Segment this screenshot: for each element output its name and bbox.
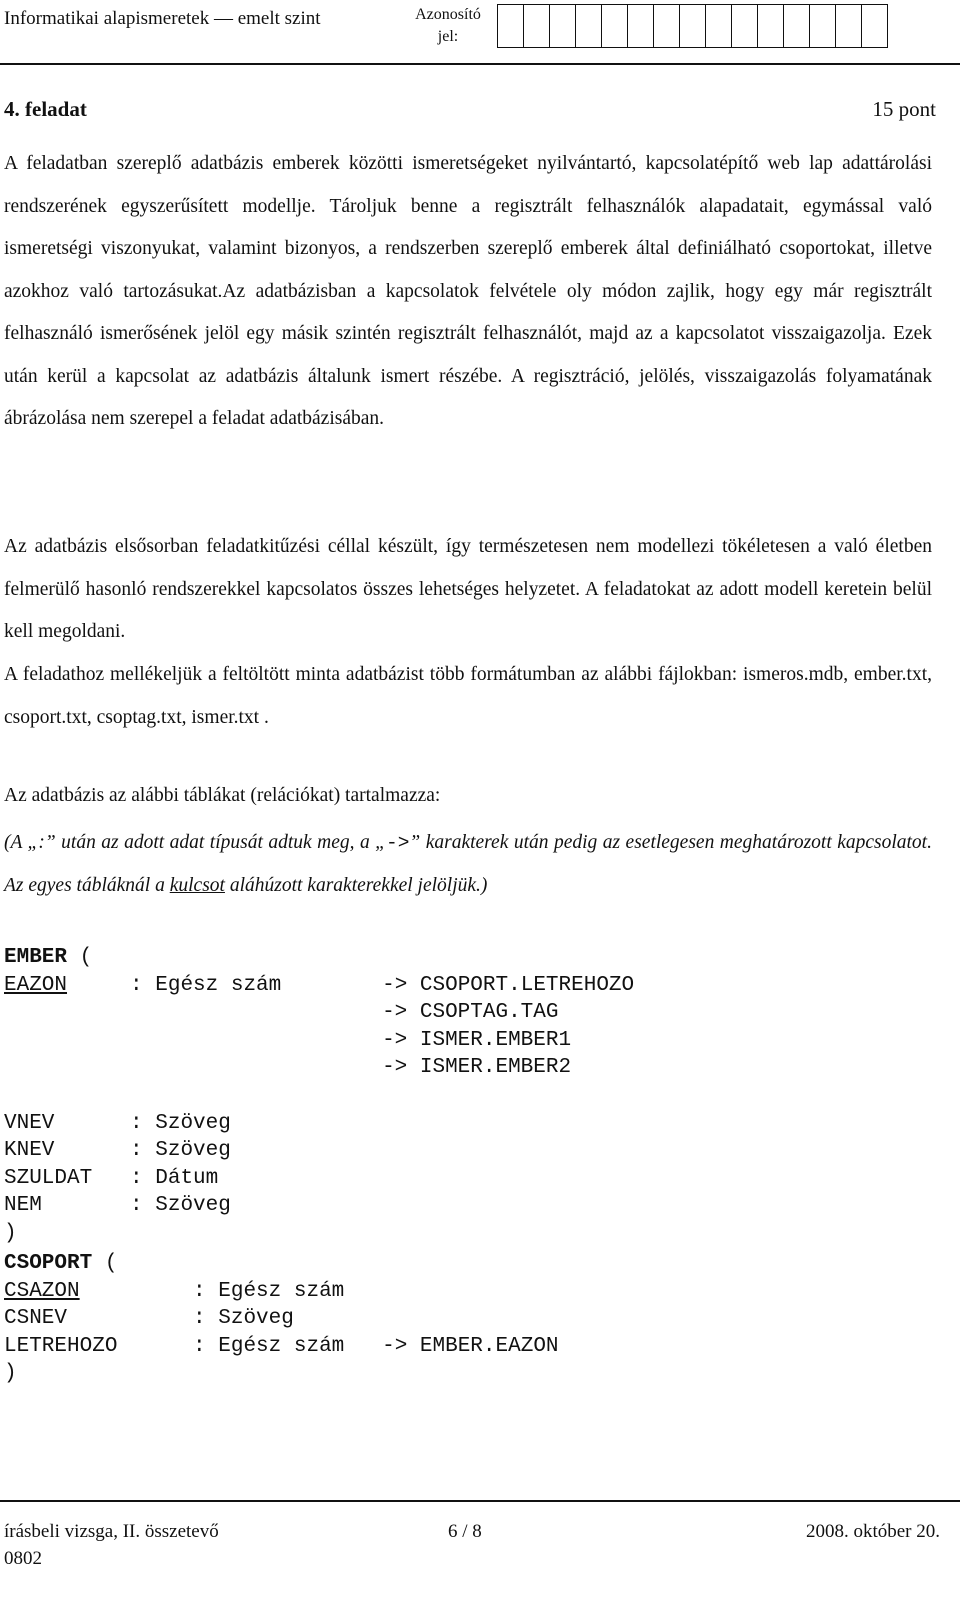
close-paren: ) [4,1362,17,1386]
notation-key-word: kulcsot [169,874,225,896]
id-box [757,4,784,48]
field-type: : Szöveg [130,1111,231,1135]
field-row [4,1305,559,1333]
notation-part1: (A „:” után az adott adat típusát adtuk meg, a „ [4,832,386,853]
id-box [835,4,862,48]
schema-close-line [4,1360,559,1388]
field-ref-row [4,999,634,1027]
field-name: LETREHOZO [4,1334,118,1358]
notation-part2: ” karakterek után pedig az esetlegesen meghatározott kapcsolatot. Az egyes tábláknál a [4,832,932,896]
field-row [4,972,634,1000]
header-title: Informatikai alapismeretek — emelt szint [4,8,321,29]
field-type: : Egész szám [193,1334,345,1358]
header-rule [0,63,960,65]
field-ref-row [4,1027,634,1055]
field-name: CSAZON [4,1279,80,1303]
open-paren: ( [92,1252,118,1275]
field-ref: -> CSOPTAG.TAG [382,1001,559,1025]
intro-paragraph: A feladatban szereplő adatbázis emberek közötti ismeretségeket nyilvántartó, kapcsolatépítő web lap adattárolási rendszerének egyszerűsített modellje. Tároljuk benne a regisztrált felhasználók alapadatait, egymással való ismeretségi viszonyukat, valamint bizonyos, a rendszerben szereplő emberek által definiálható csoportokat, illetve azokhoz való tartozásukat.Az adatbázisban a kapcsolatok felvétele oly módon zajlik, hogy egy már regisztrált felhasználó ismerősének jelöl egy másik szintén regisztrált felhasználót, majd az a kapcsolatot visszaigazolja. Ezek után kerül a kapcsolat az adatbázis általunk ismert részébe. A regisztráció, jelölés, visszaigazolás folyamatának ábrázolása nem szerepel a feladat adatbázisában. [4,153,932,429]
id-box [601,4,628,48]
field-type: : Egész szám [193,1279,345,1303]
task-points: 15 pont [872,97,936,121]
schema-header-line [4,944,634,972]
field-name: NEM [4,1194,42,1218]
field-ref: -> CSOPORT.LETREHOZO [382,973,635,997]
id-box [653,4,680,48]
schema-ember [4,944,634,1248]
field-name: KNEV [4,1139,55,1163]
id-box [549,4,576,48]
table-name: CSOPORT [4,1252,93,1275]
field-type: : Egész szám [130,973,282,997]
field-row [4,1278,559,1306]
blank-line [4,1082,634,1110]
field-ref: -> ISMER.EMBER1 [382,1028,572,1052]
id-box [783,4,810,48]
notation-note [4,822,932,907]
notation-part3: aláhúzott karakterekkel jelöljük.) [224,874,488,896]
footer-code: 0802 [4,1548,42,1569]
schema-csoport [4,1250,559,1388]
field-name: SZULDAT [4,1166,93,1190]
table-name: EMBER [4,946,68,969]
footer-rule [0,1500,960,1502]
field-ref: -> EMBER.EAZON [382,1334,559,1358]
field-ref-row [4,1054,634,1082]
model-paragraph: Az adatbázis elsősorban feladatkitűzési céllal készült, így természetesen nem modellezi tökéletesen a való életben felmerülő hasonló rendszerekkel kapcsolatos összes lehetséges helyzetet. A feladatokat az adott modell keretein belül kell megoldani. [4,536,932,642]
close-paren: ) [4,1221,17,1245]
field-name: EAZON [4,973,68,997]
id-box [523,4,550,48]
id-box [679,4,706,48]
id-box [731,4,758,48]
field-row [4,1110,634,1138]
id-boxes [498,4,888,48]
schema-close-line [4,1220,634,1248]
id-box [497,4,524,48]
field-type: : Szöveg [193,1307,294,1331]
open-paren: ( [67,946,93,969]
id-box [575,4,602,48]
field-row [4,1192,634,1220]
field-row [4,1165,634,1193]
id-label: Azonosító jel: [415,6,481,45]
field-name: VNEV [4,1111,55,1135]
schema-header-line [4,1250,559,1278]
field-type: : Szöveg [130,1139,231,1163]
id-box [861,4,888,48]
field-type: : Szöveg [130,1194,231,1218]
files-paragraph: A feladathoz mellékeljük a feltöltött minta adatbázist több formátumban az alábbi fájlokban: ismeros.mdb, ember.txt, csoport.txt, csoptag.txt, ismer.txt . [4,664,932,728]
id-box [705,4,732,48]
id-box [627,4,654,48]
footer-date: 2008. október 20. [805,1521,940,1542]
task-title: 4. feladat [4,97,87,121]
field-row [4,1333,559,1361]
field-ref: -> ISMER.EMBER2 [382,1056,572,1080]
field-type: : Dátum [130,1166,219,1190]
field-row [4,1137,634,1165]
footer-exam-label: írásbeli vizsga, II. összetevő [4,1521,219,1542]
tables-intro: Az adatbázis az alábbi táblákat (relációkat) tartalmazza: [4,785,441,806]
notation-arrow: -> [386,832,410,854]
id-box [809,4,836,48]
footer-page-number: 6 / 8 [448,1521,482,1542]
field-name: CSNEV [4,1307,68,1331]
